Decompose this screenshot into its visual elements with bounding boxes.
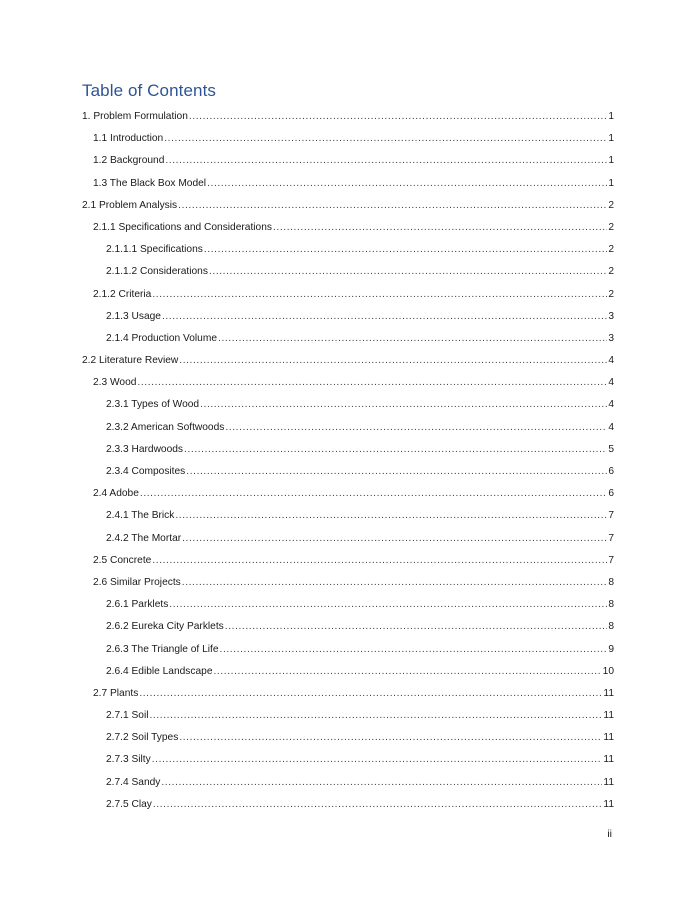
toc-list (82, 106, 614, 816)
toc-entry-label: 2.1 Problem Analysis (82, 199, 178, 211)
toc-entry-label: 2.7.5 Clay (106, 798, 152, 810)
toc-dot-leader (218, 328, 607, 350)
toc-entry[interactable] (82, 106, 614, 128)
toc-entry-label: 2.1.2 Criteria (93, 288, 152, 300)
toc-entry[interactable] (82, 239, 614, 261)
toc-entry-page-number: 6 (608, 466, 614, 477)
toc-entry-page-number: 8 (608, 621, 614, 633)
toc-entry[interactable] (82, 572, 614, 594)
toc-dot-leader (225, 417, 607, 439)
toc-entry[interactable] (82, 616, 614, 638)
toc-entry[interactable] (82, 461, 614, 483)
toc-entry[interactable] (82, 372, 614, 394)
toc-entry[interactable] (82, 749, 614, 771)
toc-entry[interactable] (82, 328, 614, 350)
toc-entry-label: 2.6 Similar Projects (93, 576, 181, 588)
toc-dot-leader (178, 195, 607, 217)
toc-entry-label: 1.1 Introduction (93, 133, 164, 145)
toc-dot-leader (179, 350, 607, 372)
toc-entry[interactable] (82, 150, 614, 172)
toc-entry-page-number: 11 (603, 754, 614, 766)
toc-entry[interactable] (82, 439, 614, 461)
toc-entry[interactable] (82, 394, 614, 416)
toc-entry-label: 2.3.3 Hardwoods (106, 443, 184, 455)
toc-entry-page-number: 2 (608, 266, 614, 278)
toc-dot-leader (200, 394, 607, 416)
toc-entry[interactable] (82, 683, 614, 705)
toc-entry-label: 2.7.3 Silty (106, 754, 151, 766)
toc-dot-leader (179, 727, 602, 749)
toc-entry-page-number: 7 (608, 510, 614, 522)
toc-entry[interactable] (82, 794, 614, 816)
toc-dot-leader (169, 594, 607, 616)
toc-entry[interactable] (82, 284, 614, 306)
toc-entry-page-number: 2 (608, 199, 614, 211)
toc-dot-leader (165, 150, 607, 172)
toc-entry[interactable] (82, 261, 614, 283)
toc-entry-page-number: 9 (608, 643, 614, 655)
toc-dot-leader (182, 572, 608, 594)
toc-dot-leader (149, 705, 602, 727)
toc-dot-leader (273, 217, 607, 239)
toc-dot-leader (152, 284, 607, 306)
toc-dot-leader (162, 306, 607, 328)
toc-entry-page-number: 4 (608, 399, 614, 411)
toc-entry-page-number: 7 (608, 554, 614, 566)
toc-dot-leader (140, 483, 607, 505)
toc-dot-leader (152, 749, 603, 771)
toc-entry-label: 2.3.4 Composites (106, 466, 186, 477)
toc-dot-leader (186, 461, 607, 483)
toc-entry[interactable] (82, 727, 614, 749)
toc-dot-leader (204, 239, 607, 261)
toc-entry-label: 2.4 Adobe (93, 488, 139, 500)
toc-entry-label: 2.1.1 Specifications and Considerations (93, 221, 272, 233)
toc-entry[interactable] (82, 528, 614, 550)
toc-entry-label: 2.7 Plants (93, 687, 139, 699)
toc-entry[interactable] (82, 505, 614, 527)
toc-entry-page-number: 6 (608, 488, 614, 500)
toc-entry-label: 2.4.1 The Brick (106, 510, 175, 522)
toc-entry-page-number: 11 (603, 687, 614, 699)
toc-entry-label: 2.7.2 Soil Types (106, 732, 179, 744)
toc-entry-page-number: 11 (603, 732, 614, 744)
toc-dot-leader (209, 261, 607, 283)
toc-entry-page-number: 5 (608, 443, 614, 455)
toc-entry[interactable] (82, 128, 614, 150)
toc-dot-leader (139, 683, 602, 705)
toc-dot-leader (153, 794, 603, 816)
toc-entry-page-number: 1 (608, 155, 614, 167)
toc-entry-page-number: 4 (608, 355, 614, 367)
toc-entry-page-number: 2 (608, 221, 614, 233)
toc-dot-leader (161, 772, 602, 794)
toc-entry-label: 2.3.1 Types of Wood (106, 399, 200, 411)
toc-dot-leader (175, 505, 607, 527)
toc-dot-leader (182, 528, 607, 550)
toc-entry[interactable] (82, 639, 614, 661)
toc-dot-leader (189, 106, 607, 128)
toc-entry-page-number: 8 (608, 599, 614, 611)
toc-entry-page-number: 11 (603, 776, 614, 788)
toc-entry-page-number: 7 (608, 532, 614, 544)
toc-entry[interactable] (82, 594, 614, 616)
toc-entry-page-number: 2 (608, 244, 614, 256)
toc-entry-label: 2.1.1.2 Considerations (106, 266, 208, 278)
toc-dot-leader (137, 372, 607, 394)
toc-dot-leader (164, 128, 607, 150)
toc-entry-page-number: 11 (603, 798, 614, 810)
toc-entry-label: 2.6.1 Parklets (106, 599, 169, 611)
toc-entry[interactable] (82, 217, 614, 239)
toc-entry-page-number: 2 (608, 288, 614, 300)
toc-entry-label: 1. Problem Formulation (82, 111, 188, 122)
toc-entry[interactable] (82, 483, 614, 505)
toc-entry-label: 1.2 Background (93, 155, 165, 167)
toc-entry-label: 2.6.2 Eureka City Parklets (106, 621, 224, 633)
toc-entry[interactable] (82, 772, 614, 794)
toc-entry-page-number: 1 (608, 111, 614, 122)
toc-entry[interactable] (82, 417, 614, 439)
toc-entry[interactable] (82, 705, 614, 727)
toc-entry-page-number: 3 (608, 310, 614, 322)
toc-entry[interactable] (82, 350, 614, 372)
toc-entry-page-number: 8 (608, 576, 614, 588)
toc-entry[interactable] (82, 661, 614, 683)
toc-entry-label: 2.1.1.1 Specifications (106, 244, 203, 256)
toc-entry-label: 2.1.3 Usage (106, 310, 161, 322)
toc-entry-page-number: 1 (608, 133, 614, 145)
toc-entry-label: 2.2 Literature Review (82, 355, 179, 367)
toc-entry-label: 2.4.2 The Mortar (106, 532, 182, 544)
toc-dot-leader (220, 639, 608, 661)
toc-entry-page-number: 10 (602, 665, 614, 677)
page-number: ii (607, 828, 612, 840)
page-title: Table of Contents (82, 81, 217, 100)
toc-entry-label: 2.3 Wood (93, 377, 137, 389)
toc-entry-label: 2.3.2 American Softwoods (106, 421, 225, 433)
toc-entry[interactable] (82, 195, 614, 217)
toc-entry-label: 2.6.4 Edible Landscape (106, 665, 213, 677)
toc-dot-leader (184, 439, 607, 461)
toc-entry-page-number: 11 (603, 710, 614, 722)
toc-dot-leader (207, 173, 607, 195)
toc-entry-label: 1.3 The Black Box Model (93, 177, 207, 189)
toc-dot-leader (225, 616, 608, 638)
toc-entry-page-number: 4 (608, 377, 614, 389)
toc-entry-label: 2.7.4 Sandy (106, 776, 161, 788)
toc-entry[interactable] (82, 306, 614, 328)
toc-entry-label: 2.5 Concrete (93, 554, 152, 566)
toc-dot-leader (214, 661, 602, 683)
toc-entry[interactable] (82, 173, 614, 195)
toc-entry-page-number: 3 (608, 332, 614, 344)
toc-entry-page-number: 1 (608, 177, 614, 189)
toc-entry-label: 2.1.4 Production Volume (106, 332, 218, 344)
toc-entry-label: 2.7.1 Soil (106, 710, 149, 722)
toc-entry-label: 2.6.3 The Triangle of Life (106, 643, 219, 655)
toc-entry[interactable] (82, 550, 614, 572)
toc-entry-page-number: 4 (608, 421, 614, 433)
toc-dot-leader (152, 550, 607, 572)
